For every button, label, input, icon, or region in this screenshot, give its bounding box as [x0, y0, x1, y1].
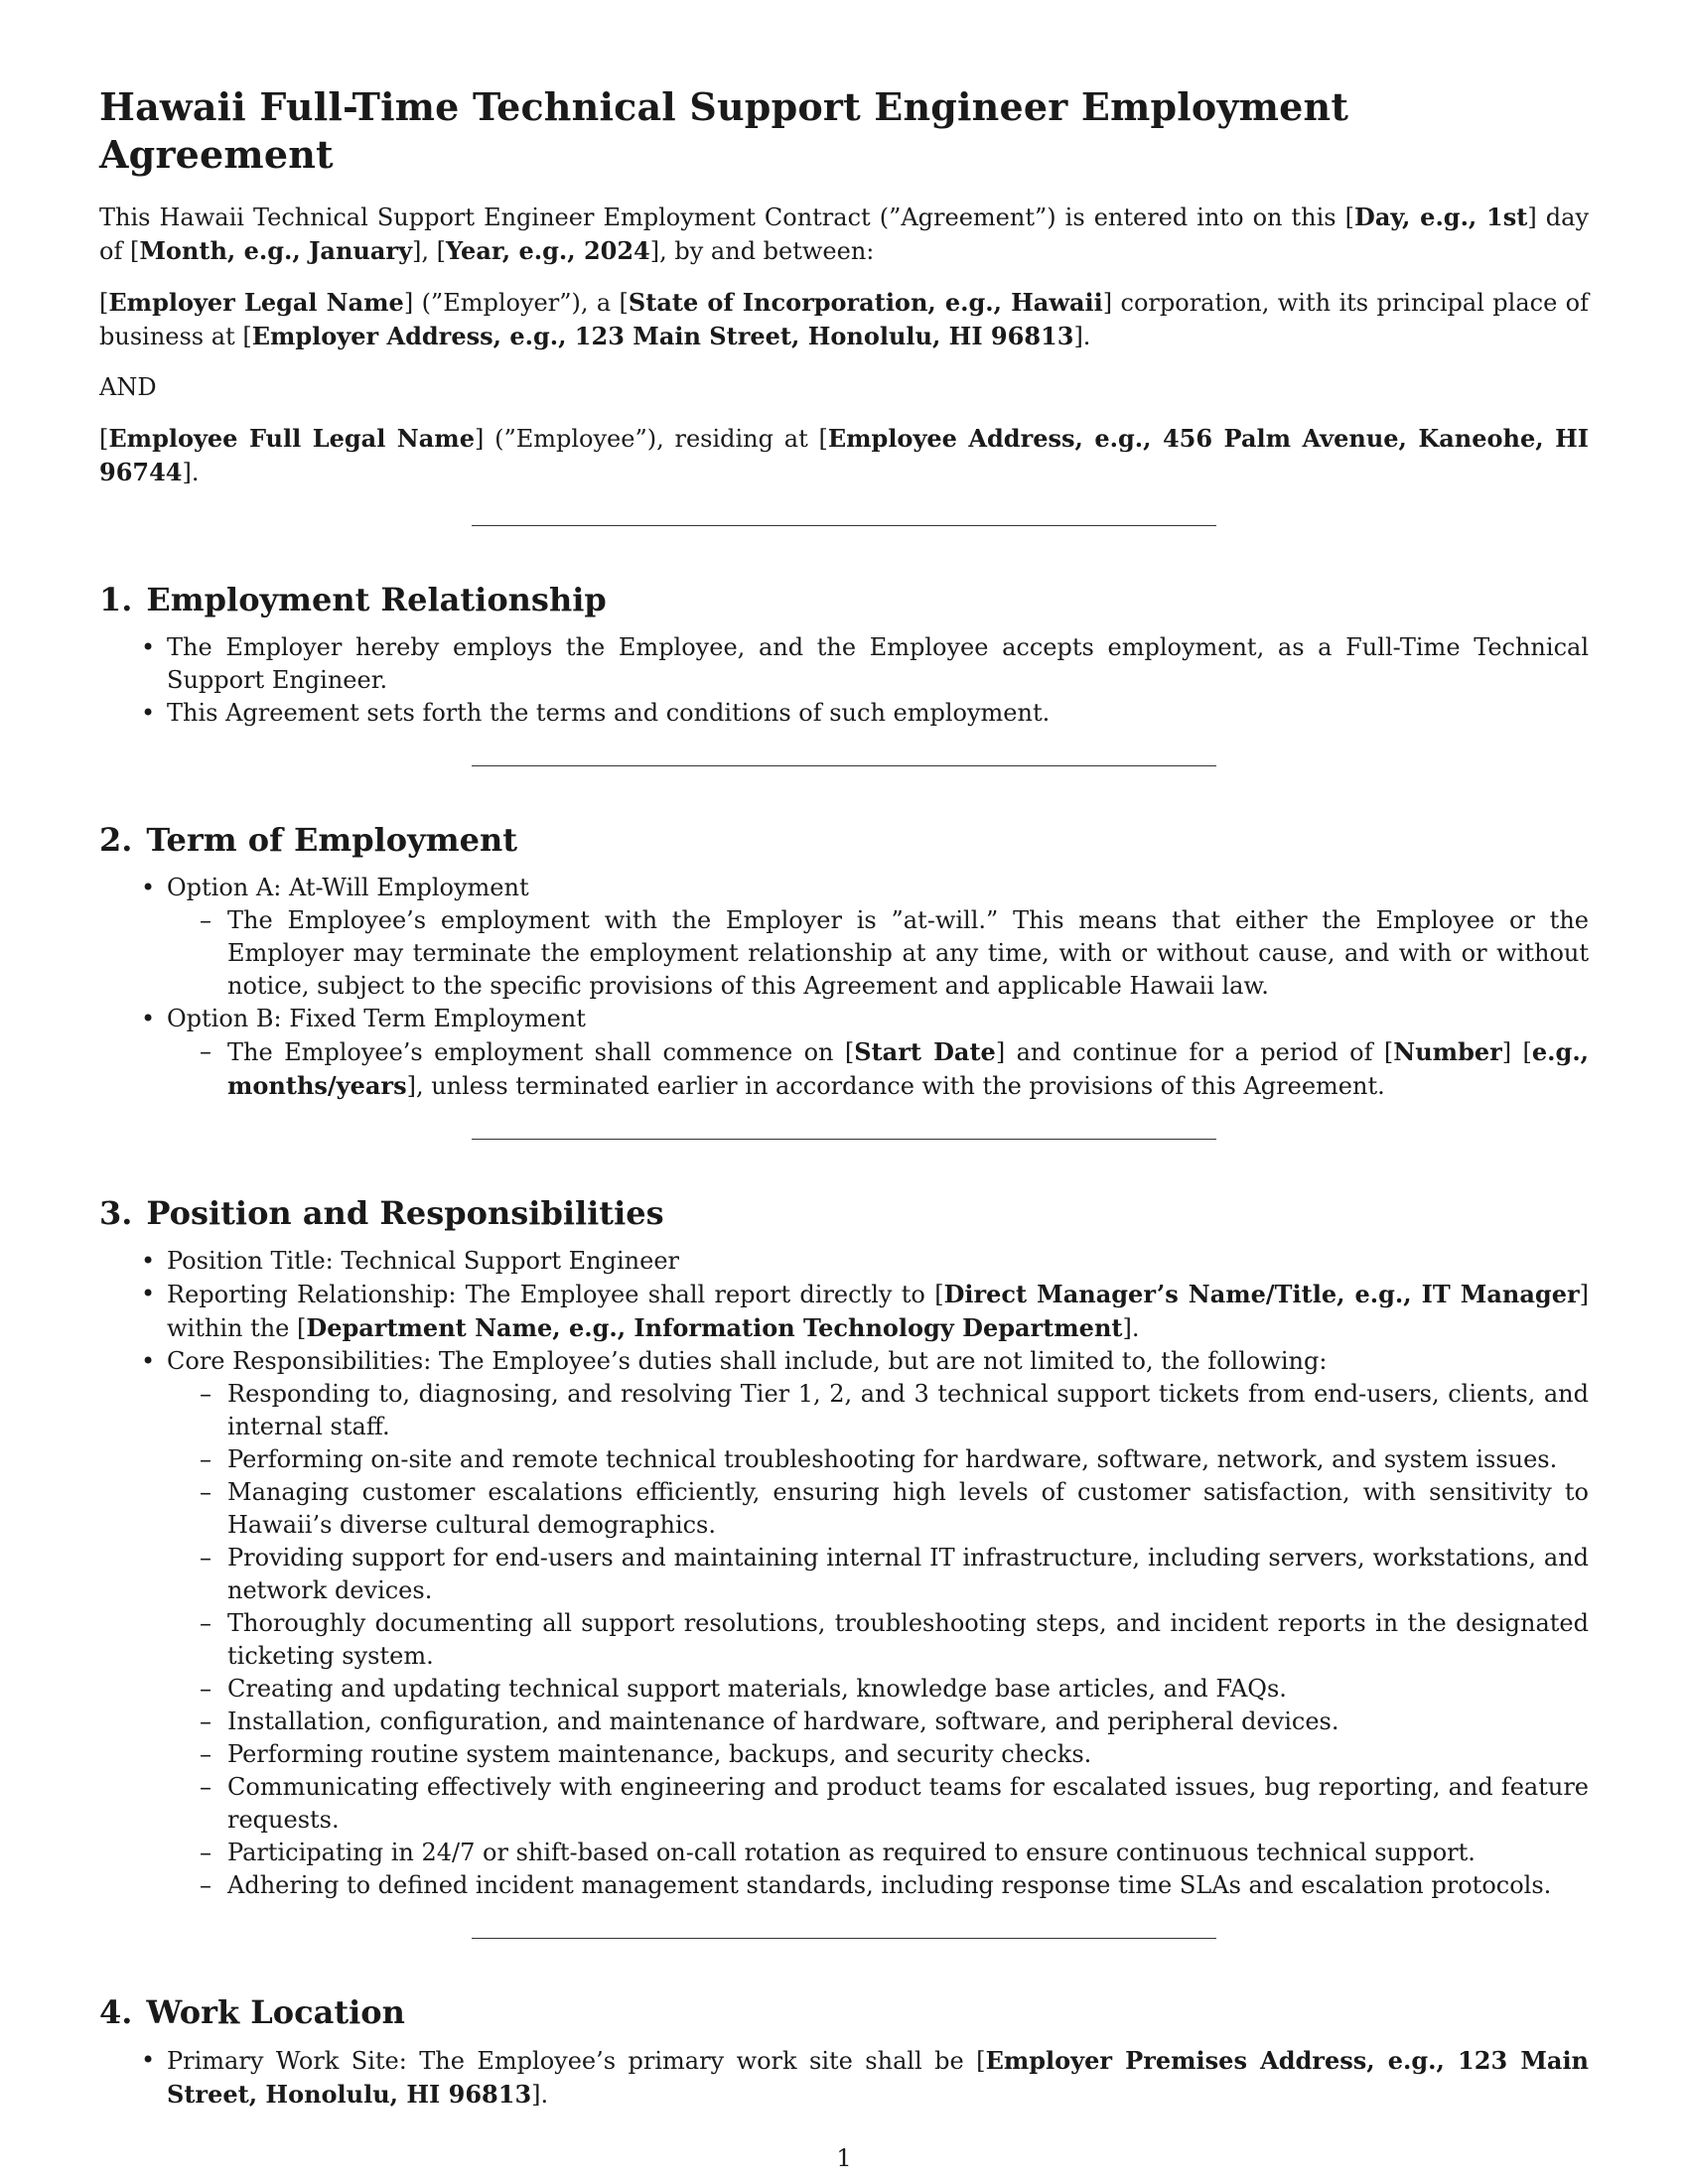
reporting-text: ]. [1122, 1314, 1140, 1342]
page-number: 1 [836, 2144, 852, 2172]
section-heading-1 [99, 580, 1589, 619]
year-placeholder: Year, e.g., 2024 [446, 236, 650, 265]
option-b-label: Option B: Fixed Term Employment [167, 1005, 586, 1032]
intro-text: ], by and between: [649, 237, 875, 265]
work-site-text: Primary Work Site: The Employee’s primary work site shall be [ [167, 2047, 986, 2075]
section-heading-3 [99, 1193, 1589, 1233]
employer-text: ] (”Employer”), a [ [403, 289, 629, 317]
section-divider [472, 765, 1216, 766]
duty-item: – Performing routine system maintenance, backups, and security checks. [227, 1738, 1589, 1771]
document-body [99, 83, 1589, 2112]
term-text: ] and continue for a period of [ [995, 1038, 1394, 1066]
list-item [167, 872, 1589, 1003]
intro-text: ] day of [ [99, 204, 1589, 265]
premises-address-placeholder: Employer Premises Address, e.g., 123 Main Street, Honolulu, HI 96813 [167, 2046, 1590, 2109]
employee-text: ]. [182, 459, 200, 486]
employee-address-placeholder: Employee Address, e.g., 456 Palm Avenue, Kaneohe, HI 96744 [99, 424, 1589, 486]
section-number: 2. [99, 821, 133, 859]
section-title: Employment Relationship [146, 581, 607, 618]
month-placeholder: Month, e.g., January [139, 236, 413, 265]
list-item [167, 1003, 1589, 1103]
section-title: Work Location [146, 1993, 405, 2031]
section-2-list [99, 872, 1589, 1103]
list-item [167, 1278, 1589, 1345]
start-date-placeholder: Start Date [854, 1037, 996, 1066]
employer-address-placeholder: Employer Address, e.g., 123 Main Street, Honolulu, HI 96813 [251, 322, 1074, 350]
duty-item: – Responding to, diagnosing, and resolving Tier 1, 2, and 3 technical support tickets from end-users, clients, and internal staff. [227, 1378, 1589, 1443]
section-3-list [99, 1245, 1589, 1902]
unit-placeholder: e.g., months/years [227, 1037, 1590, 1100]
sub-list [167, 904, 1589, 1003]
list-item: • This Agreement sets forth the terms and conditions of such employment. [167, 697, 1589, 730]
employee-paragraph [99, 422, 1589, 489]
sub-list [167, 1035, 1589, 1103]
section-title: Term of Employment [146, 821, 517, 859]
section-number: 4. [99, 1993, 133, 2031]
duty-item: – Installation, configuration, and maintenance of hardware, software, and peripheral devices. [227, 1706, 1589, 1738]
and-separator: AND [99, 373, 157, 401]
reporting-text: ] within the [ [167, 1281, 1589, 1342]
term-text: The Employee’s employment shall commence on [ [227, 1038, 855, 1066]
employee-text: ] (”Employee”), residing at [ [474, 425, 828, 453]
section-divider [472, 1938, 1216, 1939]
employee-name-placeholder: Employee Full Legal Name [108, 424, 475, 453]
list-item: • Position Title: Technical Support Engineer [167, 1245, 1589, 1278]
sub-list-item [227, 1035, 1589, 1103]
duty-item: – Thoroughly documenting all support resolutions, troubleshooting steps, and incident reports in the designated ticketing system. [227, 1607, 1589, 1673]
term-text: ], unless terminated earlier in accordance with the provisions of this Agreement. [406, 1072, 1385, 1100]
number-placeholder: Number [1393, 1037, 1502, 1066]
duties-list [167, 1378, 1589, 1902]
work-site-text: ]. [531, 2081, 549, 2109]
duty-item: – Providing support for end-users and maintaining internal IT infrastructure, including servers, workstations, and network devices. [227, 1542, 1589, 1607]
section-divider [472, 1139, 1216, 1140]
employer-text: ]. [1073, 323, 1091, 350]
document-title: Hawaii Full-Time Technical Support Engineer Employment Agreement [99, 84, 1349, 177]
manager-placeholder: Direct Manager’s Name/Title, e.g., IT Manager [943, 1280, 1580, 1308]
day-placeholder: Day, e.g., 1st [1354, 203, 1528, 231]
state-placeholder: State of Incorporation, e.g., Hawaii [628, 288, 1103, 317]
list-item [167, 1345, 1589, 1902]
duty-item: – Managing customer escalations efficiently, ensuring high levels of customer satisfaction, with sensitivity to Hawaii’s diverse cultural demographics. [227, 1476, 1589, 1542]
list-item [167, 2044, 1589, 2112]
section-title: Position and Responsibilities [146, 1194, 664, 1232]
intro-paragraph [99, 201, 1589, 268]
intro-text: ], [ [412, 237, 446, 265]
option-a-label: Option A: At-Will Employment [167, 874, 529, 901]
reporting-text: Reporting Relationship: The Employee shall report directly to [ [167, 1281, 944, 1308]
sub-list-item: – The Employee’s employment with the Employer is ”at-will.” This means that either the Employee or the Employer may terminate the employment relationship at any time, with or without cause, and with or without notice, subject to the specific provisions of this Agreement and applicable Hawaii law. [227, 904, 1589, 1003]
section-heading-4 [99, 1992, 1589, 2032]
employer-text: [ [99, 289, 109, 317]
duty-item: – Creating and updating technical support materials, knowledge base articles, and FAQs. [227, 1673, 1589, 1706]
section-number: 3. [99, 1194, 133, 1232]
section-1-list [99, 631, 1589, 730]
duty-item: – Performing on-site and remote technical troubleshooting for hardware, software, network, and system issues. [227, 1443, 1589, 1476]
term-text: ] [ [1501, 1038, 1532, 1066]
duty-item: – Communicating effectively with engineering and product teams for escalated issues, bug reporting, and feature requests. [227, 1771, 1589, 1837]
employer-paragraph [99, 286, 1589, 353]
core-responsibilities-label: Core Responsibilities: The Employee’s duties shall include, but are not limited to, the following: [167, 1347, 1328, 1375]
department-placeholder: Department Name, e.g., Information Technology Department [306, 1313, 1123, 1342]
section-number: 1. [99, 581, 133, 618]
duty-item: – Adhering to defined incident management standards, including response time SLAs and escalation protocols. [227, 1869, 1589, 1902]
employer-name-placeholder: Employer Legal Name [108, 288, 404, 317]
section-heading-2 [99, 820, 1589, 860]
section-divider [472, 525, 1216, 526]
list-item: • The Employer hereby employs the Employee, and the Employee accepts employment, as a Full-Time Technical Support Engineer. [167, 631, 1589, 697]
duty-item: – Participating in 24/7 or shift-based on-call rotation as required to ensure continuous technical support. [227, 1837, 1589, 1869]
employee-text: [ [99, 425, 109, 453]
intro-text: This Hawaii Technical Support Engineer Employment Contract (”Agreement”) is entered into on this [ [99, 204, 1355, 231]
section-4-list [99, 2044, 1589, 2112]
employer-text: ] corporation, with its principal place of business at [ [99, 289, 1590, 350]
